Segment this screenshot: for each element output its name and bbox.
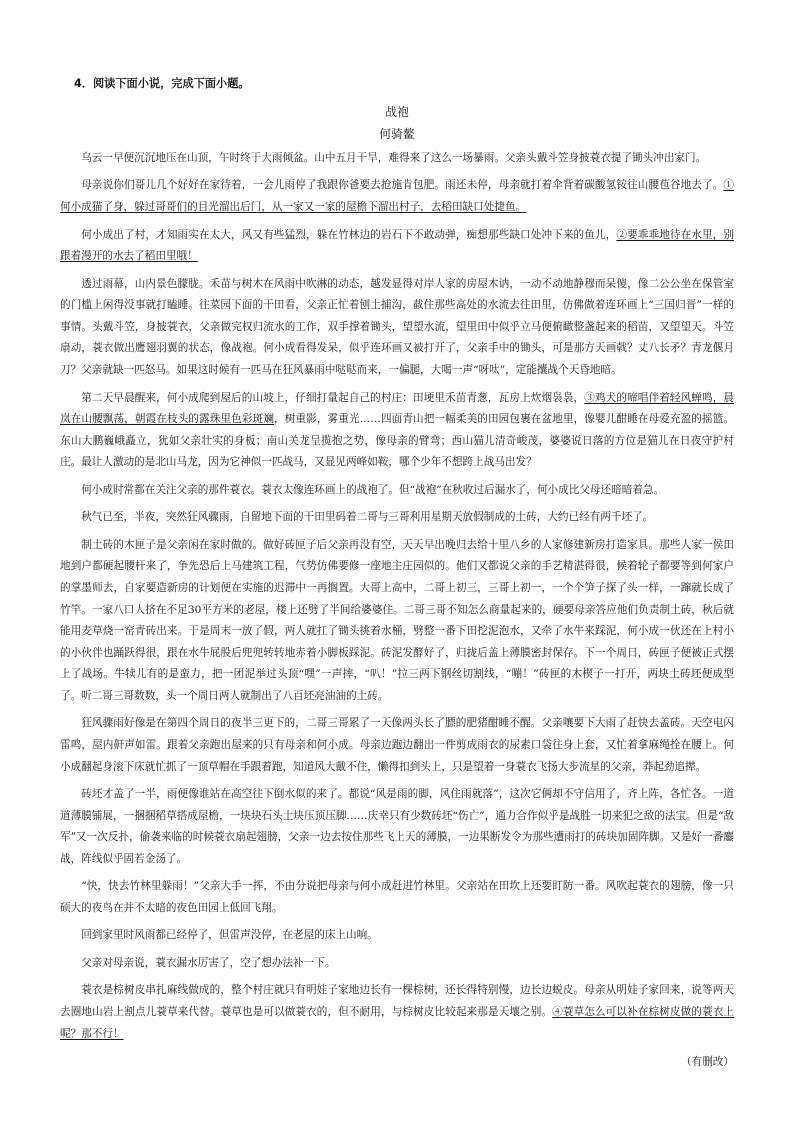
story-paragraph [60,925,734,947]
story-body [60,148,734,1051]
story-paragraph [60,175,734,218]
paragraph-text: 狂风骤雨好像是在第四个周日的夜半三更下的，二哥三哥累了一天像两头长了膘的肥猪酣睡不醒。父亲嚷要下大雨了赶快去盖砖。天空电闪雷鸣，屋内鼾声如雷。跟着父亲跑出屋来的只有母亲和何小成。母亲边跑边翻出一件剪成雨衣的尿素口袋往身上套，又忙着拿麻绳拴在腰上。何小成翻起身滚下床就忙抓了一顶草帽在手跟着跑，知道风大戴不住，懒得扣到头上，只是望着一身蓑衣飞扬大步流星的父亲，莽起劲追撵。 [60,717,734,773]
paragraph-text: 何小成出了村，才知雨实在太大，风又有些猛烈，躲在竹林边的岩石下不敢动弹，痴想那些缺口处冲下来的鱼儿， [81,228,617,241]
underlined-sentence: ③鸡犬的啼唱伴着轻风蝉鸣，晨岚在山腰飘荡，朝霞在枝头的露珠里色彩斑斓 [60,391,735,426]
paragraph-text: “快，快去竹林里躲雨！”父亲大手一挥，不由分说把母亲与何小成赶进竹林里。父亲站在田坎上还要盯防一番。风吹起蓑衣的翅膀，像一只硕大的夜鸟在并不太暗的夜色田园上低回飞翔。 [60,880,734,914]
paragraph-text: 制土砖的木匣子是父亲闲在家时做的。做好砖匣子后父亲再没有空，天天早出晚归去给十里八乡的人家修建新房打造家具。那些人家一侯田地到户都硬起腰杆来了，争先恐后上马建筑工程，气势仿佛要修一座地主庄园似的。他们又都说父亲的手艺精湛得很，候着轮子都要等到何家户的掌墨师去，自家要造新房的计划便在实施的迟滞中一再搁置。大哥上高中，二哥上初三，三哥上初一，一个个笋子探了头一样，一蹿就长成了竹竿。一家八口人挤在不足30平方米的老屋，楼上还劈了半间给婆婆住。二哥三哥不知怎么商量起来的，硬要母亲答应他们负责制土砖，秋后就能用麦草烧一窑青砖出来。于是周末一放了假，两人就扛了锄头挑着水桶，劈整一番下田挖泥泡水，又牵了水牛来踩泥，何小成一伙还在上村小的小伙伴也踊跃得很，跟在水牛屁股后兜兜转转地赤着小脚板踩泥。砖泥发酵好了，归拢后盖上薄膜密封保存。下一个周日，砖匣子便被正式摆上了战场。牛犊儿有的是蛮力，把一团泥举过头顶“嘿”一声摔，“叭！”拉三两下钢丝切割线，“嘣！”砖匣的木楔子一打开，两块土砖坯便成型了。听二哥三哥数数，头一个周日两人就制出了八百坯亮油油的土砖。 [60,538,734,702]
paragraph-text: ，树重影，雾重光……四面青山把一幅柔美的田园包裹在盆地里，像婴儿酣睡在母爱充盈的摇篮。东山大鹏巍峨矗立，犹如父亲壮实的身板；南山关龙呈揽抱之势，像母亲的臂弯；西山猫儿清奇峻茂，婆婆说日落的方位是猫儿在日夜守护村庄。最让人激动的是北山马龙，因为它神似一匹战马，又显见两峰如鞍，哪个少年不想跨上战马出发？ [60,413,735,469]
story-paragraph [60,480,734,502]
story-paragraph [60,980,734,1045]
story-paragraph [60,225,734,268]
paragraph-text: 砖坯才盖了一半，雨便像谁站在高空往下倒水似的来了。都说“风是雨的脚，风住雨就落”，这次它俩却不守信用了，齐上阵，各忙各。一道道薄膜铺展，一捆捆稻草搭成屋檐，一块块石头土块压顶压脚……庆幸只有少数砖坯“伤亡”，通力合作似乎是战胜一切来犯之敌的法宝。但是“敌军”又一次反扑，偷袭来临的时候蓑衣扇起翅膀，父亲一边去按住那些飞上天的薄膜，一边果断发令为那些遭雨打的砖块加固阵脚。又是好一番鏖战，阵线似乎固若金汤了。 [60,788,734,865]
paragraph-text: 透过雨幕，山内景色朦胧。禾苗与树木在风雨中吹淋的动态，越发显得对岸人家的房屋木讷，一动不动地静穆而呆傻，像二公公坐在保管室的门槛上闲得没事就打瞌睡。往菜园下面的干田看，父亲正忙着刨土捕沟，截住那些高处的水流去往田里，仿佛做着连环画上“三国归晋”一样的事情。头戴斗笠，身披蓑衣，父亲做完权归流水的工作，双手撑着锄头，望望水流，望里田中似乎立马便俯瞰整盏起来的稻苗，又望望天。斗笠扇动，蓑衣做出鹰翅羽翼的状态，像战袍。何小成看得发呆，似乎连环画又被打开了，父亲手中的锄头，可是那方天画戟？丈八长矛？青龙偃月刀？父亲就缺一匹怒马。如果这时候有一匹马在狂风暴雨中哒哒而来，一偏腿，大喝一声“呀呔”，定能攮战个天昏地暗。 [60,277,734,377]
paragraph-text: 回到家里时风雨都已经停了，但雷声没停，在老屋的床上山响。 [81,929,378,942]
underlined-sentence: ④蓑草怎么可以补在棕树皮做的蓑衣上呢？那不行！ [60,1005,734,1040]
story-paragraph [60,274,734,382]
underlined-sentence: ②要乖乖地待在水里，别跟着漫开的水去了稻田里哦！ [60,228,735,263]
story-paragraph [60,876,734,919]
paragraph-text: 父亲对母亲说，蓑衣漏水厉害了，空了想办法补一下。 [81,956,336,969]
edit-note: （有删改） [681,1056,734,1068]
story-paragraph [60,148,734,170]
underlined-sentence: ①何小成猫了身，躲过哥哥们的目光溜出后门，从一家又一家的屋檐下溜出村子，去稻田缺口处捷鱼。 [60,179,734,214]
story-author: 何骑鳌 [379,127,415,141]
paragraph-text: 乌云一早便沉沉地压在山顶，午时终于大雨倾盆。山中五月干旱，难得来了这么一场暴雨。父亲头戴斗笠身披蓑衣提了锄头冲出家门。 [81,152,707,164]
story-paragraph [60,953,734,975]
question-heading: 4．阅读下面小说，完成下面小题。 [74,77,250,90]
paragraph-text: 第二天早晨醒来，何小成爬到屋后的山坡上，仔细打量起自己的村庄：田埂里禾苗青葱，瓦房上炊烟袅袅， [81,391,585,404]
story-title: 战袍 [385,105,409,119]
paragraph-text: 何小成时常都在关注父亲的那件蓑衣。蓑衣太像连环画上的战袍了。但“战袍”在秋收过后漏水了，何小成比父母还暗暗着急。 [81,483,665,496]
story-paragraph [60,784,734,870]
paragraph-text: 蓑衣是棕树皮串扎麻线做成的，整个村庄就只有明娃子家地边长有一棵棕树，还长得特别慢，边长边蜕皮。母亲从明娃子家回来，说等两天去圈地山岩上割点儿蓑草来代替。蓑草也是可以做蓑衣的，但不耐用，与棕树皮比较起来那是天壤之别。 [60,984,734,1018]
paragraph-text: 母亲说你们哥儿几个好好在家待着，一会儿雨停了我跟你爸要去抢施肯包肥。雨还未停，母亲就打着伞背着碳酸氢铵往山腰苞谷地去了。 [81,179,724,192]
story-paragraph [60,507,734,529]
story-paragraph [60,388,734,474]
story-paragraph [60,535,734,708]
paragraph-text: 秋气已至，半夜，突然狂风骤雨，自留地下面的干田里码着二哥与三哥利用星期天放假制成的土砖，大约已经有两千坯了。 [81,511,654,524]
story-paragraph [60,713,734,778]
